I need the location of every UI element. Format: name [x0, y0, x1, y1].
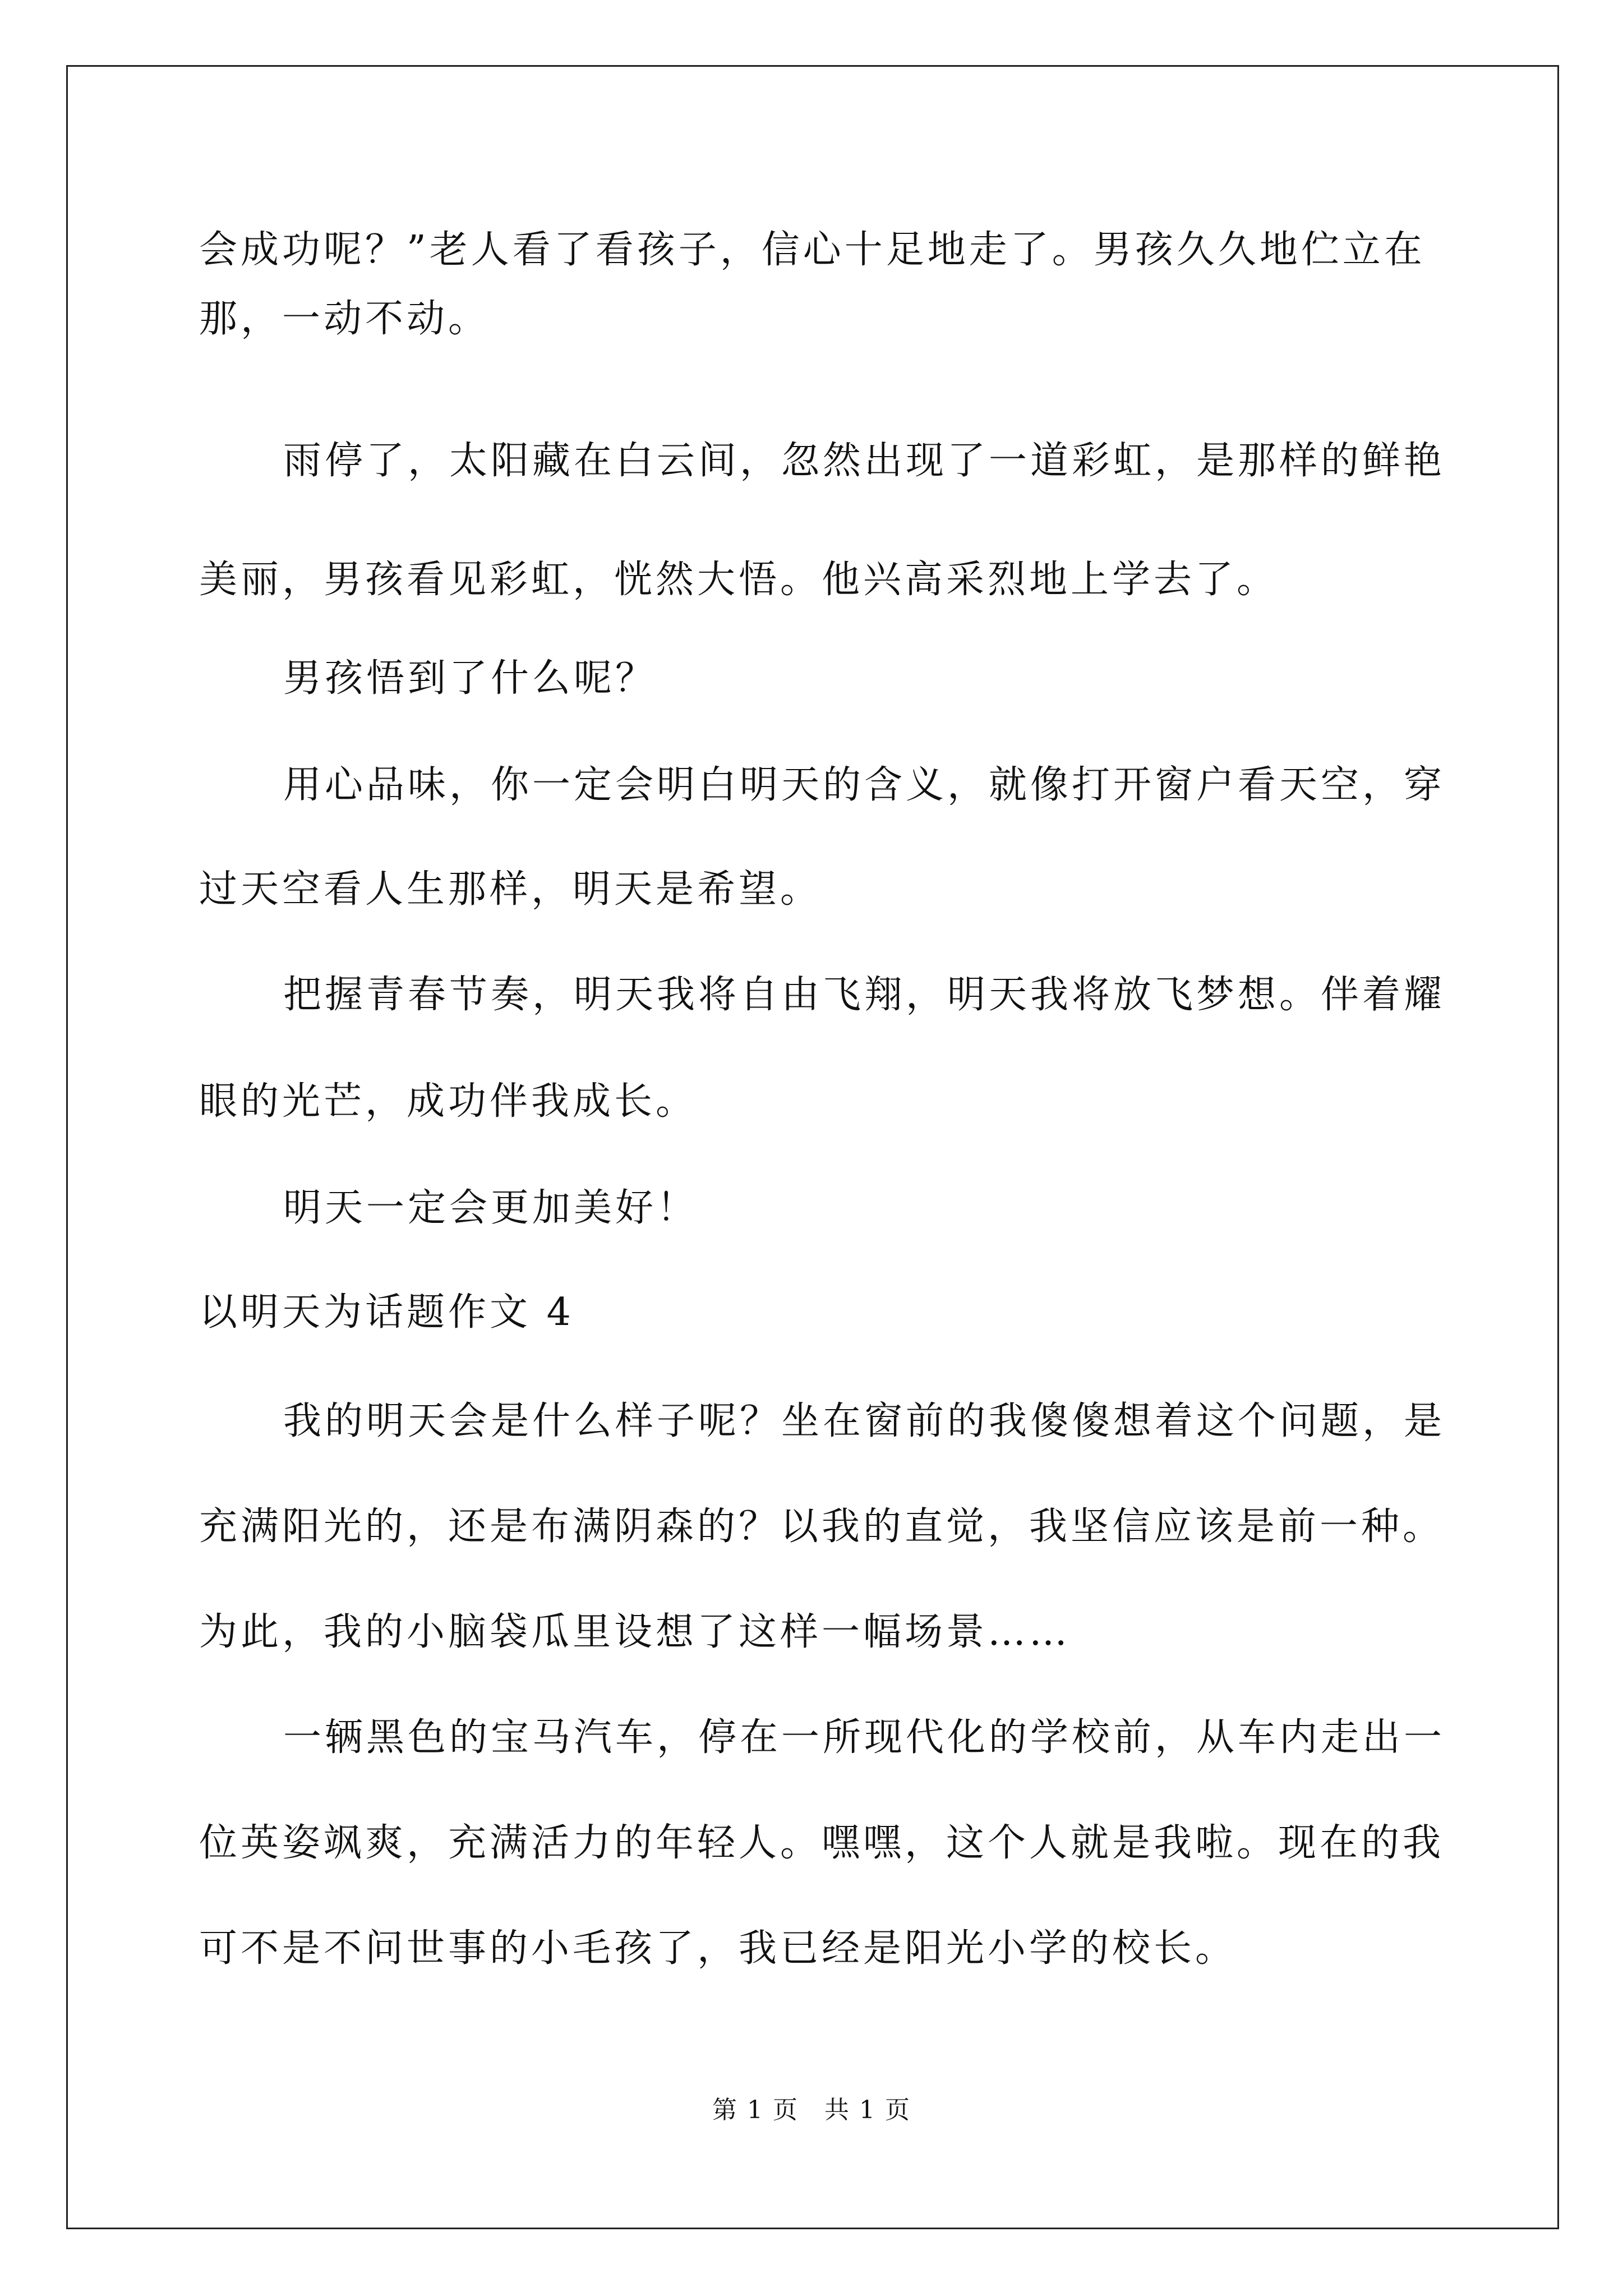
- text-line: 会成功呢？”老人看了看孩子，信心十足地走了。男孩久久地伫立在: [199, 228, 1426, 272]
- section-heading: 以明天为话题作文 4: [199, 1290, 574, 1335]
- text-line: 明天一定会更加美好！: [283, 1186, 699, 1230]
- text-line: 美丽，男孩看见彩虹，恍然大悟。他兴高采烈地上学去了。: [199, 558, 1279, 602]
- page-total: 共 1 页: [824, 2096, 911, 2124]
- text-line: 那，一动不动。: [199, 297, 490, 341]
- text-line: 雨停了，太阳藏在白云间，忽然出现了一道彩虹，是那样的鲜艳: [283, 439, 1446, 483]
- text-line: 充满阳光的，还是布满阴森的？以我的直觉，我坚信应该是前一种。: [199, 1504, 1445, 1549]
- page-border: [66, 65, 1559, 2229]
- text-line: 男孩悟到了什么呢？: [283, 656, 657, 701]
- text-line: 一辆黑色的宝马汽车，停在一所现代化的学校前，从车内走出一: [283, 1715, 1446, 1760]
- text-line: 位英姿飒爽，充满活力的年轻人。嘿嘿，这个人就是我啦。现在的我: [199, 1821, 1445, 1865]
- text-line: 可不是不问世事的小毛孩了，我已经是阳光小学的校长。: [199, 1926, 1237, 1971]
- text-line: 过天空看人生那样，明天是希望。: [199, 867, 822, 912]
- text-line: 用心品味，你一定会明白明天的含义，就像打开窗户看天空，穿: [283, 763, 1446, 807]
- text-line: 眼的光芒，成功伴我成长。: [199, 1079, 698, 1124]
- text-line: 把握青春节奏，明天我将自由飞翔，明天我将放飞梦想。伴着耀: [283, 973, 1446, 1017]
- page-number: 第 1 页: [712, 2096, 799, 2124]
- page-footer: [0, 2098, 1623, 2123]
- text-line: 为此，我的小脑袋瓜里设想了这样一幅场景……: [199, 1610, 1071, 1654]
- text-line: 我的明天会是什么样子呢？坐在窗前的我傻傻想着这个问题，是: [283, 1399, 1446, 1443]
